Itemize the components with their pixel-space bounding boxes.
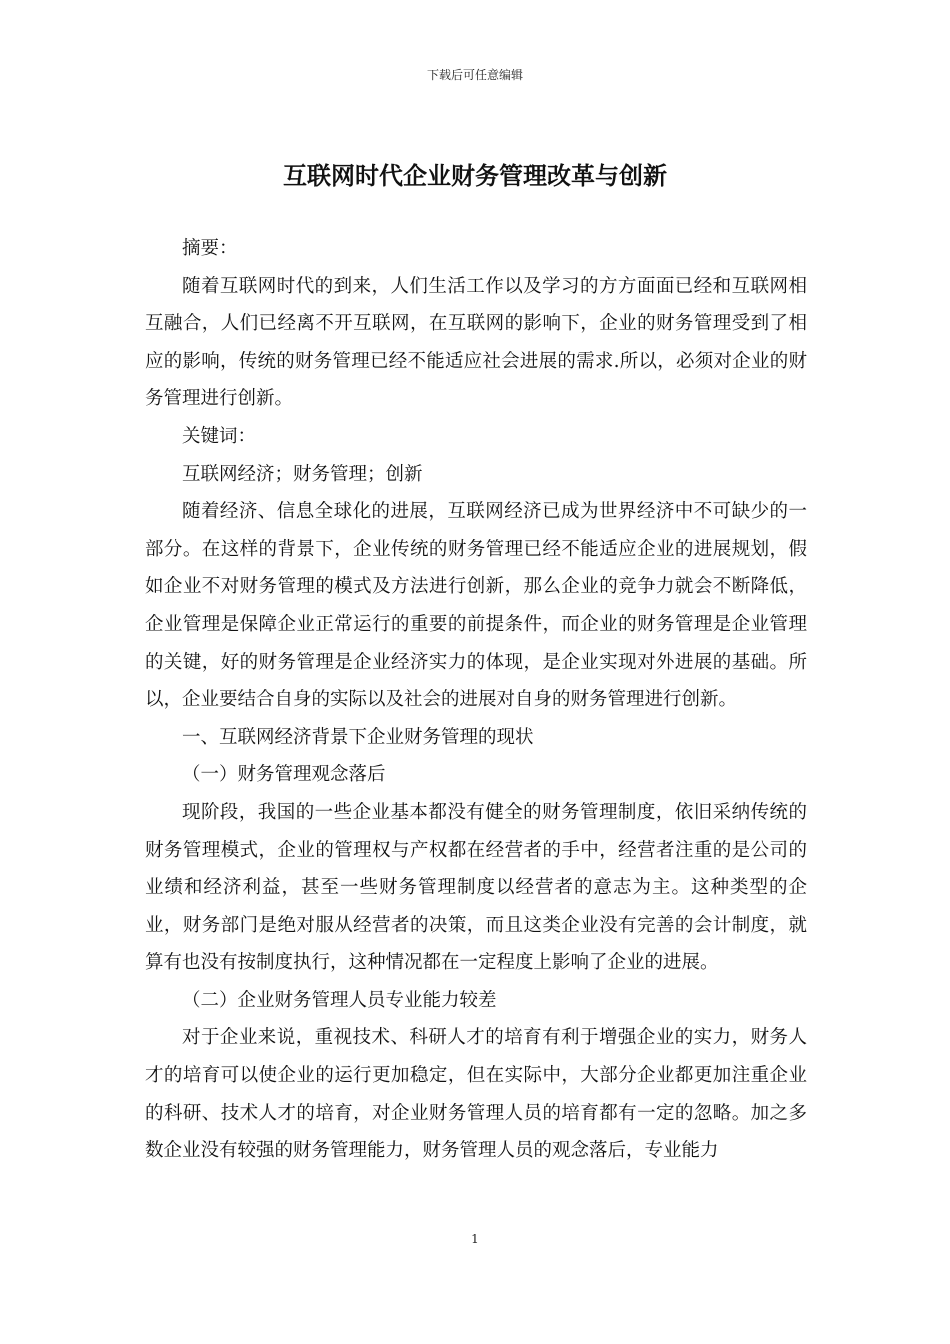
subsection-heading-1: （一）财务管理观念落后 — [182, 764, 386, 786]
intro-paragraph: 随着经济、信息全球化的进展，互联网经济已成为世界经济中不可缺少的一部分。在这样的背景下，企业传统的财务管理已经不能适应企业的进展规划，假如企业不对财务管理的模式及方法进行创新，那么企业的竞争力就会不断降低，企业管理是保障企业正常运行的重要的前提条件，而企业的财务管理是企业管理的关键，好的财务管理是企业经济实力的体现，是企业实现对外进展的基础。所以，企业要结合自身的实际以及社会的进展对自身的财务管理进行创新。 — [145, 501, 807, 711]
abstract-label: 摘要： — [182, 238, 238, 259]
keywords-list: 互联网经济；财务管理；创新 — [182, 463, 423, 485]
abstract-paragraph: 随着互联网时代的到来，人们生活工作以及学习的方方面面已经和互联网相互融合，人们已经离不开互联网，在互联网的影响下，企业的财务管理受到了相应的影响，传统的财务管理已经不能适应社会进展的需求.所以，必须对企业的财务管理进行创新。 — [145, 275, 807, 410]
body-paragraph: 现阶段，我国的一些企业基本都没有健全的财务管理制度，依旧采纳传统的财务管理模式，企业的管理权与产权都在经营者的手中，经营者注重的是公司的业绩和经济利益，甚至一些财务管理制度以经营者的意志为主。这种类型的企业，财务部门是绝对服从经营者的决策，而且这类企业没有完善的会计制度，就算有也没有按制度执行，这种情况都在一定程度上影响了企业的进展。 — [145, 801, 807, 974]
header-note: 下载后可任意编辑 — [426, 68, 523, 82]
document-title: 互联网时代企业财务管理改革与创新 — [283, 161, 667, 190]
section-heading-1: 一、互联网经济背景下企业财务管理的现状 — [182, 726, 534, 748]
body-paragraph: 对于企业来说，重视技术、科研人才的培育有利于增强企业的实力，财务人才的培育可以使企业的运行更加稳定，但在实际中，大部分企业都更加注重企业的科研、技术人才的培育，对企业财务管理人员的培育都有一定的忽略。加之多数企业没有较强的财务管理能力，财务管理人员的观念落后，专业能力 — [145, 1027, 807, 1162]
subsection-heading-2: （二）企业财务管理人员专业能力较差 — [182, 989, 497, 1011]
document-body — [145, 230, 807, 1170]
keywords-label: 关键词： — [182, 425, 257, 447]
page-number: 1 — [471, 1232, 479, 1246]
